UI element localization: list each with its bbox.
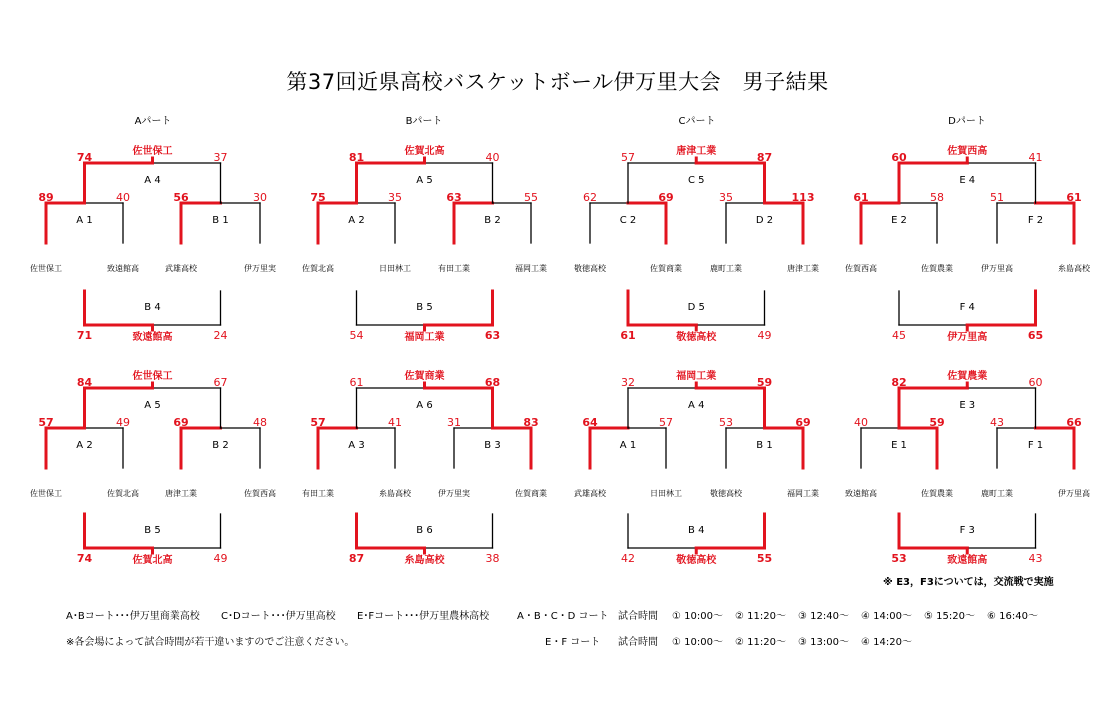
part3-bottom-final-score-left: 32 [621,376,635,389]
schedule-abcd-time-3: ③ 12:40～ [798,611,849,622]
part1-bottom-lower-label: B 5 [144,525,161,536]
part3-top-lower-winner: 敬徳高校 [676,332,717,343]
part2-top-lower-score-left: 54 [349,329,364,342]
part2-top-team-4: 福岡工業 [515,264,547,273]
part4-bottom-lower-score-left: 53 [891,552,907,565]
part2-top-g2-label: B 2 [484,215,501,226]
part1-bottom-g1-score-right: 49 [116,416,130,429]
part4-top-final-champion: 佐賀西高 [947,146,988,157]
part4-top-g1-label: E 2 [891,215,907,226]
part4-bottom-team-2: 佐賀農業 [921,489,953,498]
part2-bottom-g2-score-left: 31 [447,416,461,429]
part1-bottom-g2-score-right: 48 [253,416,267,429]
part2-top-g2-score-left: 63 [446,191,462,204]
part2-bottom-lower-label: B 6 [416,525,433,536]
part4-bottom-final-score-left: 82 [891,376,907,389]
part2-top-g1-score-right: 35 [388,191,402,204]
part4-top-g2-score-right: 61 [1066,191,1082,204]
schedule-abcd-header: 試合時間 [618,611,658,622]
part4-bottom-g1-score-left: 40 [854,416,868,429]
part3-bottom-team-4: 福岡工業 [787,489,819,498]
part1-bottom-g2-label: B 2 [212,440,229,451]
time-caution-note: ※各会場によって試合時間が若干違いますのでご注意ください。 [66,637,355,648]
part3-bottom-g2-score-right: 69 [795,416,811,429]
part4-bottom-team-4: 伊万里高 [1058,489,1090,498]
part2-bottom-final-champion: 佐賀商業 [404,371,445,382]
part2-top-lower-label: B 5 [416,302,433,313]
part2-bottom-g1-label: A 3 [348,440,365,451]
part1-top-lower-score-left: 71 [76,329,93,342]
part3-top-team-1: 敬徳高校 [574,264,606,273]
part4-top-lower-label: F 4 [959,302,975,313]
part2-top-final-score-right: 40 [485,151,500,164]
part1-top-lower-score-right: 24 [213,329,228,342]
part3-bottom-final-score-right: 59 [756,376,773,389]
schedule-abcd-time-2: ② 11:20～ [735,611,786,622]
part2-bottom-team-3: 伊万里実 [438,489,470,498]
schedule-ef-time-2: ② 11:20～ [735,637,786,648]
schedule-ef-label: E・F コート [545,637,601,648]
part3-bottom-g1-score-right: 57 [659,416,673,429]
part1-bottom-g2-score-left: 69 [173,416,189,429]
part2-bottom-g2-score-right: 83 [523,416,539,429]
part3-top-team-4: 唐津工業 [787,264,819,273]
part1-top-g1-score-right: 40 [116,191,130,204]
part4-bottom-final-label: E 3 [959,400,976,411]
part1-bottom-lower-winner: 佐賀北高 [132,555,173,566]
part2-bottom-lower-score-left: 87 [348,552,365,565]
part1-top-final-score-right: 37 [213,151,228,164]
schedule-abcd-label: A・B・C・D コート [517,611,609,622]
part4-top-lower-score-left: 45 [892,329,906,342]
part2-top-team-3: 有田工業 [438,264,470,273]
part1-bottom-final-score-left: 84 [76,376,93,389]
schedule-ef-header: 試合時間 [618,637,658,648]
part4-top-team-4: 糸島高校 [1058,264,1090,273]
part1-bottom-final-champion: 佐世保工 [132,371,173,382]
part4-top-g1-score-right: 58 [930,191,944,204]
part3-top-team-3: 鹿町工業 [710,264,742,273]
schedule-abcd-time-4: ④ 14:00～ [861,611,912,622]
schedule-abcd-time-1: ① 10:00～ [672,611,723,622]
part1-top-g2-label: B 1 [212,215,229,226]
part1-bottom-final-label: A 5 [144,400,161,411]
part1-top-g1-label: A 1 [76,215,93,226]
part1-top-team-3: 武雄高校 [165,264,197,273]
part4-top-team-1: 佐賀西高 [845,264,877,273]
part3-top-final-score-left: 57 [621,151,635,164]
part2-top-lower-winner: 福岡工業 [404,332,445,343]
part2-top-g1-score-left: 75 [310,191,326,204]
schedule-ef-time-4: ④ 14:20～ [861,637,912,648]
part4-bottom-lower-winner: 致遠館高 [947,555,988,566]
court-ef-venue: E･Fコート･･･伊万里農林高校 [357,611,490,622]
part1-bottom-g1-score-left: 57 [38,416,54,429]
part2-bottom-lower-score-right: 38 [485,552,500,565]
part1-bottom-team-4: 佐賀西高 [244,489,276,498]
part4-top-final-score-right: 41 [1028,151,1043,164]
part3-top-g1-score-right: 69 [658,191,674,204]
part2-top-final-champion: 佐賀北高 [404,146,445,157]
part3-top-g2-score-left: 35 [719,191,733,204]
part3-bottom-g1-label: A 1 [619,440,637,451]
part4-bottom-lower-label: F 3 [959,525,975,536]
part2-bottom-final-label: A 6 [416,400,433,411]
part1-top-team-4: 伊万里実 [244,264,276,273]
part4-bottom-final-score-right: 60 [1028,376,1043,389]
part1-bottom-team-2: 佐賀北高 [107,489,139,498]
part1-top-lower-winner: 致遠館高 [132,332,173,343]
part2-bottom-g1-score-left: 57 [310,416,326,429]
part3-bottom-team-1: 武雄高校 [574,489,606,498]
part4-top-lower-score-right: 65 [1027,329,1044,342]
part1-top-final-champion: 佐世保工 [132,146,173,157]
part1-top-g2-score-left: 56 [173,191,189,204]
part4-top-team-2: 佐賀農業 [921,264,953,273]
part3-top-lower-score-left: 61 [620,329,636,342]
part4-bottom-final-champion: 佐賀農業 [947,371,988,382]
part2-top-g2-score-right: 55 [524,191,538,204]
schedule-abcd-time-5: ⑤ 15:20～ [924,611,975,622]
part2-bottom-final-score-left: 61 [349,376,364,389]
part3-bottom-final-champion: 福岡工業 [676,371,717,382]
part2-bottom-final-score-right: 68 [484,376,501,389]
part-header-4: Dパート [948,116,986,127]
page-title: 第37回近県高校バスケットボール伊万里大会 男子結果 [286,70,829,94]
part3-top-final-champion: 唐津工業 [676,146,717,157]
part2-bottom-team-1: 有田工業 [302,489,334,498]
part4-top-g2-score-left: 51 [990,191,1004,204]
part4-bottom-team-3: 鹿町工業 [981,489,1013,498]
schedule-ef-time-1: ① 10:00～ [672,637,723,648]
schedule-abcd-time-6: ⑥ 16:40～ [987,611,1038,622]
part3-bottom-team-3: 敬徳高校 [710,489,742,498]
part-header-1: Aパート [134,116,172,127]
court-ab-venue: A･Bコート･･･伊万里商業高校 [66,611,200,622]
part3-bottom-lower-score-right: 55 [756,552,773,565]
part2-top-team-1: 佐賀北高 [302,264,334,273]
part3-top-final-score-right: 87 [756,151,773,164]
part4-top-g2-label: F 2 [1027,215,1044,226]
part3-top-lower-score-right: 49 [757,329,772,342]
part2-top-g1-label: A 2 [348,215,365,226]
part3-bottom-final-label: A 4 [688,400,705,411]
part3-top-lower-label: D 5 [687,302,705,313]
part3-bottom-lower-score-left: 42 [621,552,635,565]
part1-bottom-team-1: 佐世保工 [30,489,62,498]
part3-top-g2-score-right: 113 [791,191,815,204]
part1-top-team-1: 佐世保工 [30,264,62,273]
part4-bottom-team-1: 致遠館高 [845,489,877,498]
part1-bottom-g1-label: A 2 [76,440,93,451]
part3-bottom-g2-label: B 1 [756,440,773,451]
part3-top-team-2: 佐賀商業 [650,264,682,273]
part3-top-g1-score-left: 62 [583,191,597,204]
part4-top-final-label: E 4 [959,175,976,186]
part1-bottom-team-3: 唐津工業 [165,489,197,498]
part2-bottom-team-2: 糸島高校 [379,489,411,498]
part1-top-final-score-left: 74 [76,151,93,164]
part3-bottom-lower-winner: 敬徳高校 [676,555,717,566]
part3-top-g1-label: C 2 [619,215,637,226]
part4-top-team-3: 伊万里高 [981,264,1013,273]
part4-top-lower-winner: 伊万里高 [947,332,988,343]
part4-bottom-g2-score-right: 66 [1066,416,1082,429]
part4-bottom-g2-label: F 1 [1027,440,1044,451]
exchange-note: ※ E3，F3については，交流戦で実施 [883,577,1054,588]
part-header-3: Cパート [678,116,716,127]
part1-bottom-final-score-right: 67 [213,376,228,389]
part3-bottom-team-2: 日田林工 [650,489,682,498]
part3-top-final-label: C 5 [687,175,705,186]
part4-bottom-g1-label: E 1 [891,440,907,451]
part4-bottom-g2-score-left: 43 [990,416,1004,429]
part2-top-lower-score-right: 63 [484,329,501,342]
part3-bottom-lower-label: B 4 [688,525,705,536]
part2-bottom-lower-winner: 糸島高校 [404,555,445,566]
part1-top-team-2: 致遠館高 [107,264,139,273]
part2-bottom-team-4: 佐賀商業 [515,489,547,498]
part1-bottom-lower-score-left: 74 [76,552,93,565]
part-header-2: Bパート [405,116,443,127]
part2-top-final-label: A 5 [416,175,433,186]
part1-bottom-lower-score-right: 49 [213,552,228,565]
schedule-ef-time-3: ③ 13:00～ [798,637,849,648]
part2-top-team-2: 日田林工 [379,264,411,273]
part1-top-final-label: A 4 [144,175,161,186]
part1-top-g1-score-left: 89 [38,191,54,204]
part1-top-g2-score-right: 30 [253,191,267,204]
part2-top-final-score-left: 81 [348,151,365,164]
part1-top-lower-label: B 4 [144,302,161,313]
part2-bottom-g1-score-right: 41 [388,416,402,429]
part2-bottom-g2-label: B 3 [484,440,501,451]
part3-bottom-g2-score-left: 53 [719,416,733,429]
court-cd-venue: C･Dコート･･･伊万里高校 [221,611,336,622]
part4-top-final-score-left: 60 [891,151,907,164]
part4-top-g1-score-left: 61 [853,191,869,204]
part3-bottom-g1-score-left: 64 [582,416,598,429]
part3-top-g2-label: D 2 [755,215,774,226]
part4-bottom-lower-score-right: 43 [1028,552,1043,565]
part4-bottom-g1-score-right: 59 [929,416,945,429]
